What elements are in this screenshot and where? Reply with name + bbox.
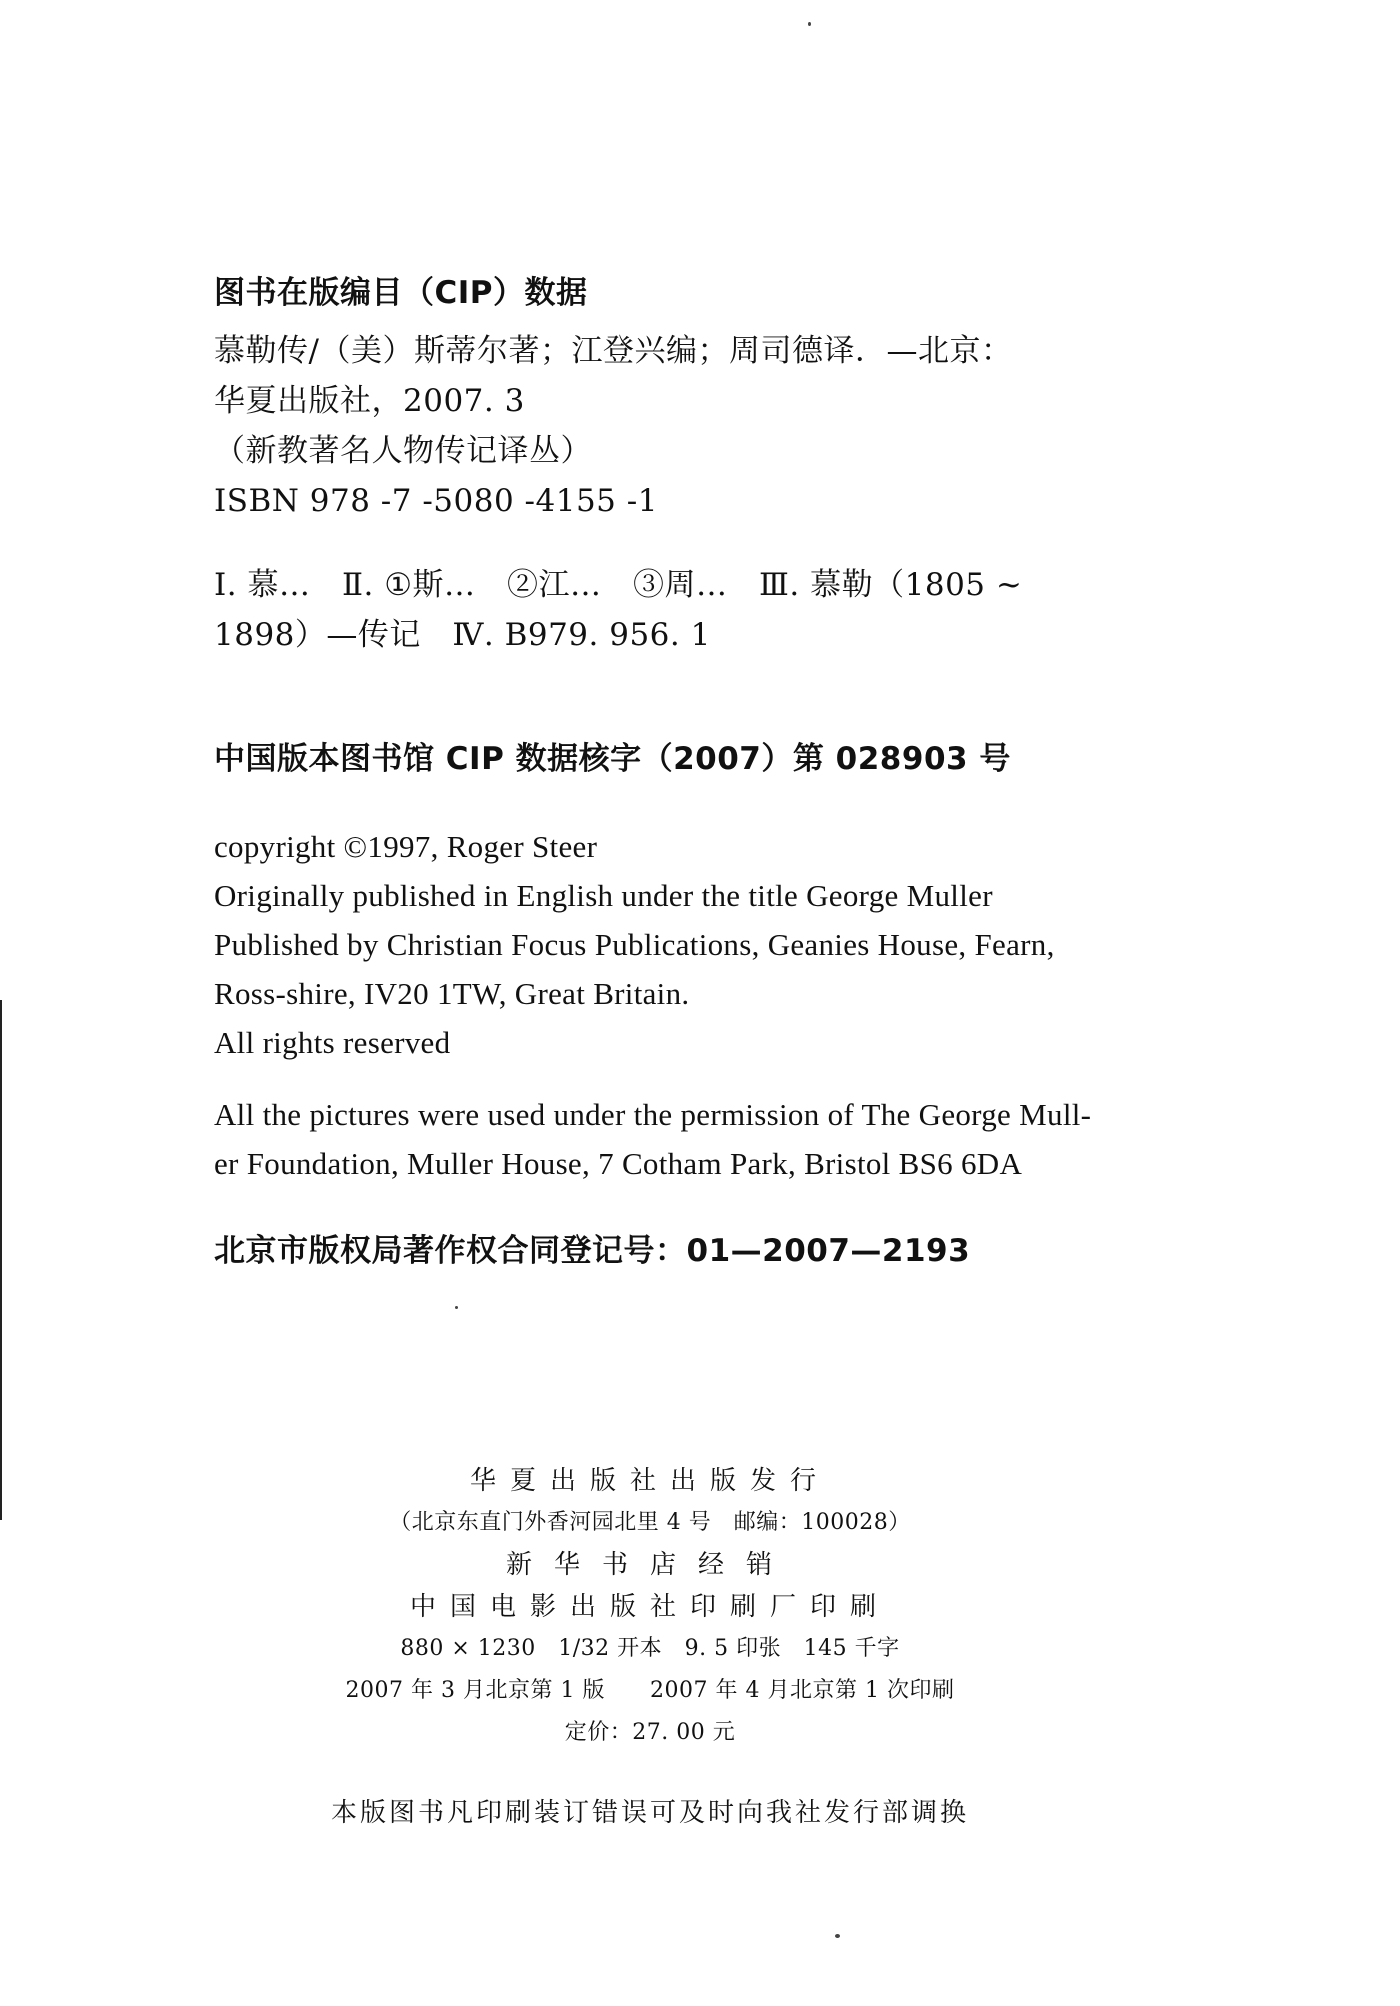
cip-verify-number: 中国版本图书馆 CIP 数据核字（2007）第 028903 号: [214, 741, 1011, 777]
scan-speck: [455, 1306, 458, 1309]
copyright-registration-number: 北京市版权局著作权合同登记号：01—2007—2193: [214, 1233, 971, 1269]
imprint-price: 定价：27. 00 元: [564, 1720, 736, 1745]
pictures-line: All the pictures were used under the permission of The George Mull-: [214, 1097, 1092, 1132]
replacement-notice: 本版图书凡印刷装订错误可及时向我社发行部调换: [330, 1798, 969, 1828]
cip-line: 慕勒传/（美）斯蒂尔著；江登兴编；周司德译．—北京：: [214, 333, 1013, 369]
imprint-distributor: 新华书店经销: [505, 1550, 794, 1580]
classification-line: Ⅰ. 慕… Ⅱ. ①斯… ②江… ③周… Ⅲ. 慕勒（1805 ~: [214, 567, 1023, 603]
classification-line: 1898）—传记 Ⅳ. B979. 956. 1: [214, 617, 711, 653]
imprint-edition: 2007 年 3 月北京第 1 版 2007 年 4 月北京第 1 次印刷: [345, 1678, 955, 1703]
cip-heading: 图书在版编目（CIP）数据: [214, 275, 588, 311]
cip-line: （新教著名人物传记译丛）: [214, 433, 592, 469]
copyright-line: Ross-shire, IV20 1TW, Great Britain.: [214, 976, 690, 1011]
pictures-permission: [214, 1090, 1214, 1188]
scan-speck: [808, 22, 811, 26]
copyright-line: Published by Christian Focus Publications, Geanies House, Fearn,: [214, 927, 1055, 962]
scan-edge-line: [0, 1000, 2, 1520]
cip-data-block: [214, 268, 1214, 526]
imprint-specs: 880 × 1230 1/32 开本 9. 5 印张 145 千字: [400, 1636, 900, 1661]
pictures-line: er Foundation, Muller House, 7 Cotham Park, Bristol BS6 6DA: [214, 1146, 1023, 1181]
imprint-publisher: 华夏出版社出版发行: [469, 1466, 830, 1496]
scan-speck: [835, 1934, 840, 1938]
copyright-line: copyright ©1997, Roger Steer: [214, 829, 598, 864]
imprint-address: （北京东直门外香河园北里 4 号 邮编：100028）: [389, 1510, 911, 1535]
classification-block: [214, 560, 1214, 660]
copyright-line: Originally published in English under the title George Muller: [214, 878, 993, 913]
imprint-printer: 中国电影出版社印刷厂印刷: [409, 1592, 890, 1622]
copyright-line: All rights reserved: [214, 1025, 451, 1060]
cip-line: 华夏出版社，2007. 3: [214, 383, 525, 419]
cip-isbn: ISBN 978 -7 -5080 -4155 -1: [214, 483, 658, 519]
imprint-block: [280, 1460, 1020, 1754]
copyright-notice: [214, 822, 1214, 1067]
